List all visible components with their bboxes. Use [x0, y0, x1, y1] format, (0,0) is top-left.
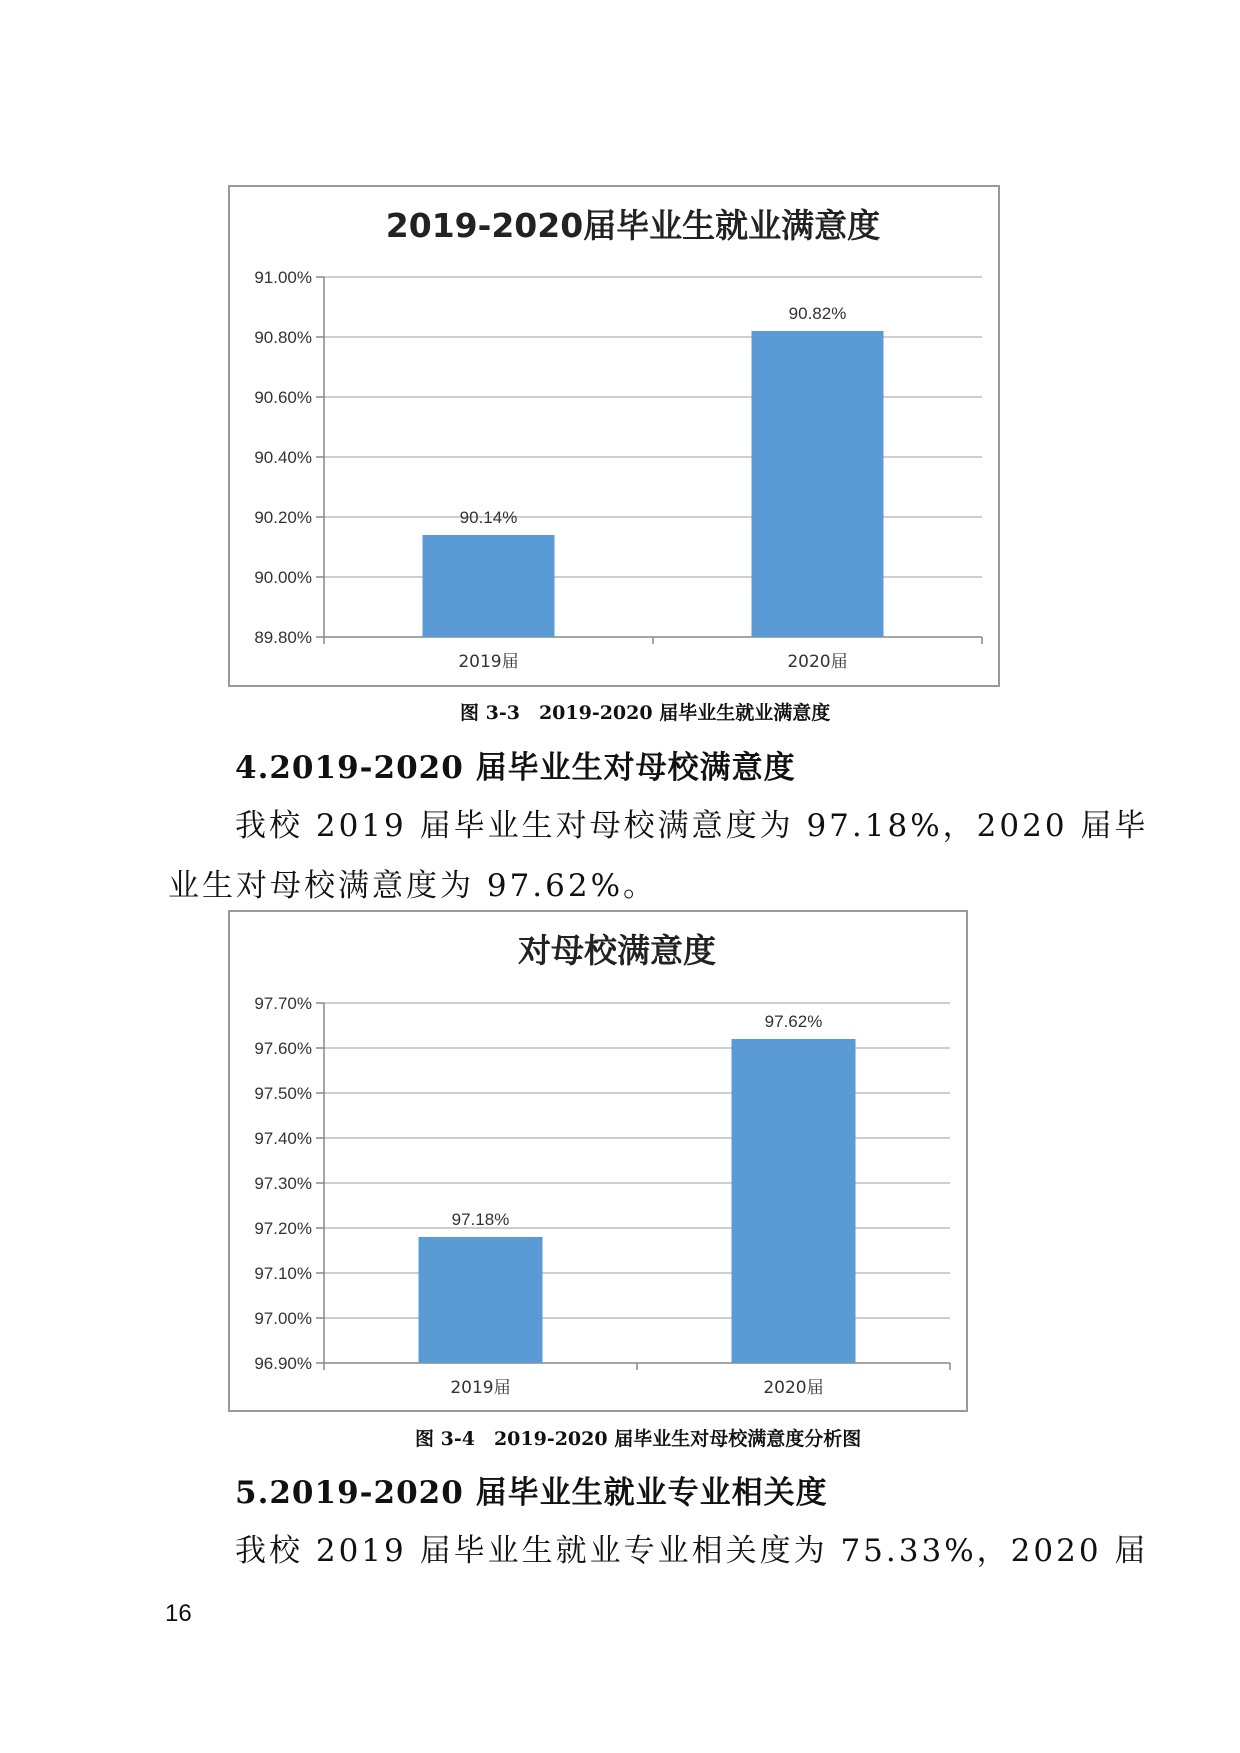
y-tick-label: 90.40%: [254, 448, 312, 467]
y-tick-label: 90.00%: [254, 568, 312, 587]
data-label: 97.62%: [764, 1012, 823, 1031]
bar-2019届: [419, 1237, 543, 1363]
y-tick-label: 97.60%: [254, 1039, 312, 1058]
bar-2020届: [752, 331, 884, 637]
y-tick-label: 97.50%: [254, 1084, 312, 1103]
chart-title: 对母校满意度: [518, 931, 716, 970]
chart2-svg: [230, 912, 970, 1414]
x-category-label: 2020届: [787, 652, 848, 672]
y-tick-label: 97.40%: [254, 1129, 312, 1148]
chart-title: 2019-2020届毕业生就业满意度: [385, 206, 881, 245]
y-tick-label: 97.70%: [254, 994, 312, 1013]
section4-paragraph-line1: 我校 2019 届毕业生对母校满意度为 97.18%，2020 届毕: [235, 808, 1149, 844]
chart-alma-mater-satisfaction: [228, 910, 968, 1412]
data-label: 97.18%: [451, 1210, 510, 1229]
x-category-label: 2019届: [458, 652, 519, 672]
page-number: 16: [165, 1600, 192, 1627]
y-tick-label: 96.90%: [254, 1354, 312, 1373]
figure-caption-3-4: 图 3-4 2019-2020 届毕业生对母校满意度分析图: [415, 1428, 862, 1450]
y-tick-label: 97.00%: [254, 1309, 312, 1328]
bar-2020届: [732, 1039, 856, 1363]
data-label: 90.82%: [788, 304, 847, 323]
section5-heading: 5.2019-2020 届毕业生就业专业相关度: [235, 1475, 828, 1511]
data-label: 90.14%: [459, 508, 518, 527]
x-category-label: 2019届: [450, 1378, 511, 1398]
y-tick-label: 90.80%: [254, 328, 312, 347]
y-tick-label: 97.10%: [254, 1264, 312, 1283]
y-tick-label: 90.20%: [254, 508, 312, 527]
y-tick-label: 89.80%: [254, 628, 312, 647]
section5-paragraph-line1: 我校 2019 届毕业生就业专业相关度为 75.33%，2020 届: [235, 1533, 1149, 1569]
y-tick-label: 90.60%: [254, 388, 312, 407]
y-tick-label: 97.30%: [254, 1174, 312, 1193]
y-tick-label: 97.20%: [254, 1219, 312, 1238]
chart-employment-satisfaction: [228, 185, 1000, 687]
bar-2019届: [423, 535, 555, 637]
section4-paragraph-line2: 业生对母校满意度为 97.62%。: [168, 868, 658, 904]
chart1-svg: [230, 187, 1002, 689]
x-category-label: 2020届: [763, 1378, 824, 1398]
y-tick-label: 91.00%: [254, 268, 312, 287]
section4-heading: 4.2019-2020 届毕业生对母校满意度: [235, 750, 796, 786]
figure-caption-3-3: 图 3-3 2019-2020 届毕业生就业满意度: [460, 702, 831, 724]
